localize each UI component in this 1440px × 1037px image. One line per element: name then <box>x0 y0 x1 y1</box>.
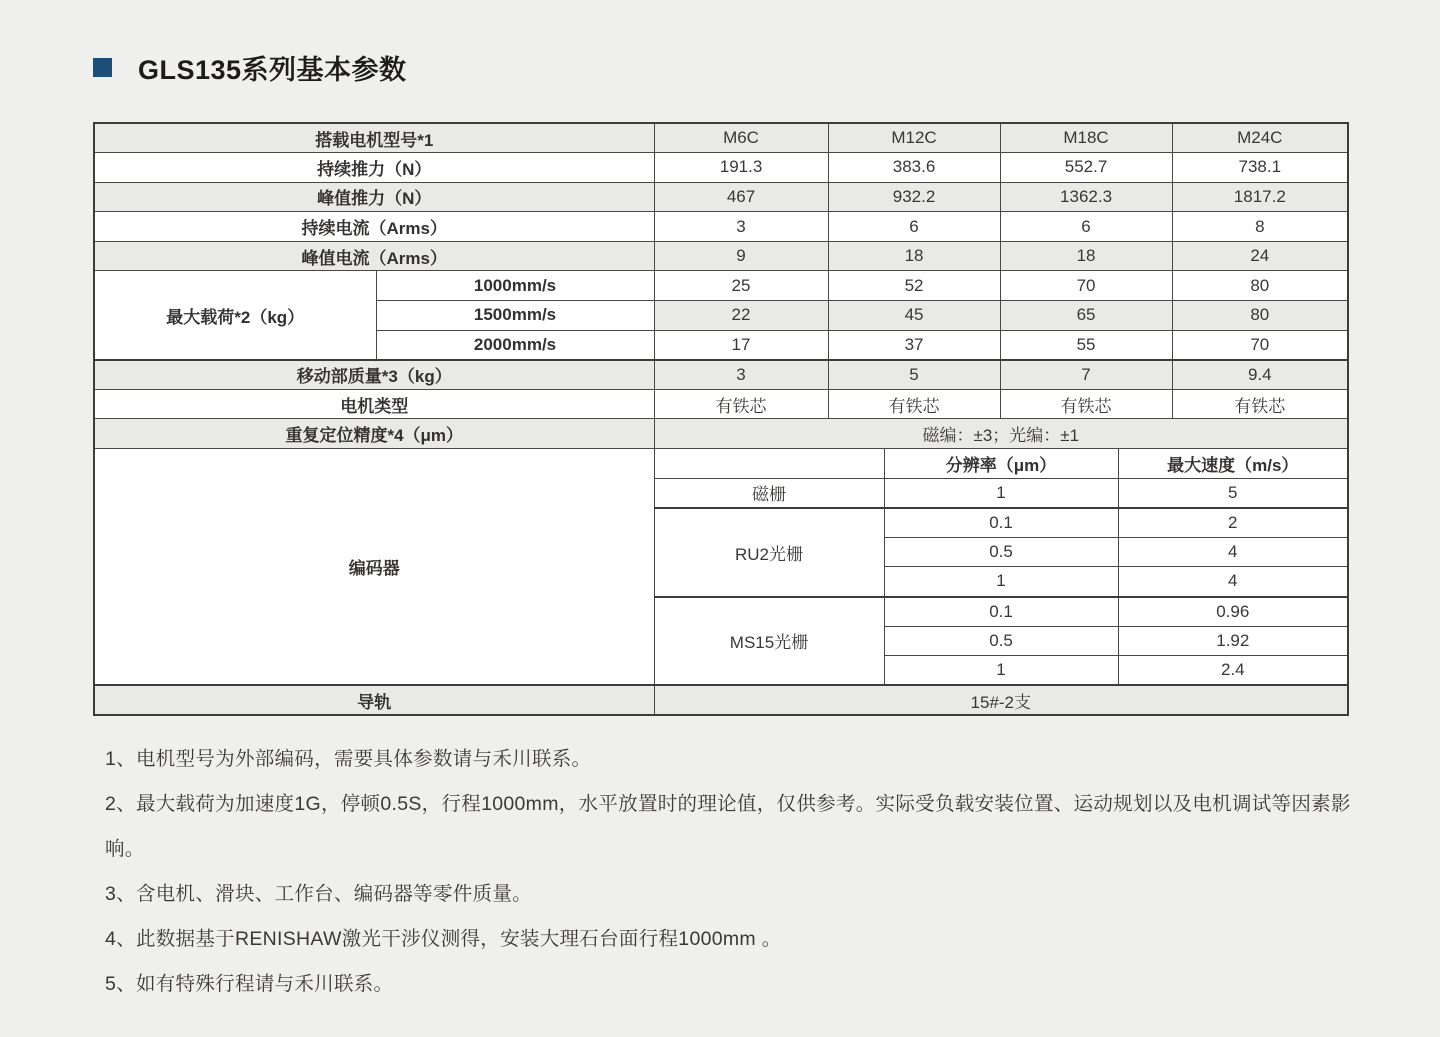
encoder-resolution-value: 0.1 <box>884 597 1118 627</box>
param-value: 9 <box>654 241 828 271</box>
table-row <box>94 360 1348 390</box>
table-row <box>94 212 1348 242</box>
footnote-2: 2、最大载荷为加速度1G，停顿0.5S，行程1000mm，水平放置时的理论值，仅供参考。实际受负载安装位置、运动规划以及电机调试等因素影响。 <box>105 793 1351 860</box>
motor-model-m18c: M18C <box>1000 123 1172 153</box>
param-label-rail: 导轨 <box>94 685 654 715</box>
param-value: 467 <box>654 182 828 212</box>
table-row <box>94 123 1348 153</box>
encoder-speed-value: 4 <box>1118 537 1348 567</box>
param-value: 25 <box>654 271 828 301</box>
param-value: 5 <box>828 360 1000 390</box>
table-row <box>94 271 1348 301</box>
param-value: 9.4 <box>1172 360 1348 390</box>
encoder-header-max-speed: 最大速度（m/s） <box>1118 449 1348 479</box>
footnote-1: 1、电机型号为外部编码，需要具体参数请与禾川联系。 <box>105 748 592 770</box>
param-label-continuous-current: 持续电流（Arms） <box>94 212 654 242</box>
param-value: 37 <box>828 330 1000 360</box>
encoder-resolution-value: 1 <box>884 567 1118 597</box>
encoder-resolution-value: 1 <box>884 478 1118 508</box>
param-label-encoder: 编码器 <box>94 449 654 686</box>
param-value: 24 <box>1172 241 1348 271</box>
param-value: 18 <box>828 241 1000 271</box>
param-value: 932.2 <box>828 182 1000 212</box>
param-label-repeatability: 重复定位精度*4（μm） <box>94 419 654 449</box>
param-value: 17 <box>654 330 828 360</box>
param-value: 6 <box>828 212 1000 242</box>
encoder-corner-cell <box>654 449 884 479</box>
encoder-speed-value: 5 <box>1118 478 1348 508</box>
param-value: 738.1 <box>1172 153 1348 183</box>
title-bullet-square <box>93 58 112 77</box>
encoder-resolution-value: 1 <box>884 656 1118 686</box>
param-value: 1817.2 <box>1172 182 1348 212</box>
param-value: 3 <box>654 360 828 390</box>
param-value: 1362.3 <box>1000 182 1172 212</box>
param-value: 有铁芯 <box>654 389 828 419</box>
spec-table <box>93 122 1349 716</box>
encoder-speed-value: 0.96 <box>1118 597 1348 627</box>
encoder-resolution-value: 0.5 <box>884 537 1118 567</box>
param-label-motor-type: 电机类型 <box>94 389 654 419</box>
speed-sublabel: 1000mm/s <box>376 271 654 301</box>
encoder-group-name: 磁栅 <box>654 478 884 508</box>
footnote-4: 4、此数据基于RENISHAW激光干涉仪测得，安装大理石台面行程1000mm 。 <box>105 928 782 950</box>
param-value: 7 <box>1000 360 1172 390</box>
encoder-speed-value: 4 <box>1118 567 1348 597</box>
param-label-continuous-force: 持续推力（N） <box>94 153 654 183</box>
param-value: 65 <box>1000 301 1172 331</box>
footnotes <box>105 737 1361 1007</box>
encoder-resolution-value: 0.5 <box>884 626 1118 656</box>
param-value: 有铁芯 <box>1172 389 1348 419</box>
rail-value: 15#-2支 <box>654 685 1348 715</box>
param-label-motor-model: 搭载电机型号*1 <box>94 123 654 153</box>
repeatability-value: 磁编：±3；光编：±1 <box>654 419 1348 449</box>
table-row <box>94 153 1348 183</box>
encoder-speed-value: 1.92 <box>1118 626 1348 656</box>
param-value: 3 <box>654 212 828 242</box>
param-value: 22 <box>654 301 828 331</box>
param-value: 191.3 <box>654 153 828 183</box>
param-value: 6 <box>1000 212 1172 242</box>
encoder-group-name: RU2光栅 <box>654 508 884 597</box>
param-value: 552.7 <box>1000 153 1172 183</box>
param-value: 52 <box>828 271 1000 301</box>
param-value: 45 <box>828 301 1000 331</box>
encoder-header-resolution: 分辨率（μm） <box>884 449 1118 479</box>
encoder-speed-value: 2 <box>1118 508 1348 538</box>
motor-model-m6c: M6C <box>654 123 828 153</box>
param-value: 70 <box>1172 330 1348 360</box>
param-label-peak-force: 峰值推力（N） <box>94 182 654 212</box>
page-title: GLS135系列基本参数 <box>138 55 407 85</box>
param-value: 有铁芯 <box>828 389 1000 419</box>
param-value: 18 <box>1000 241 1172 271</box>
encoder-resolution-value: 0.1 <box>884 508 1118 538</box>
table-row <box>94 685 1348 715</box>
table-row <box>94 389 1348 419</box>
footnote-3: 3、含电机、滑块、工作台、编码器等零件质量。 <box>105 883 532 905</box>
encoder-group-name: MS15光栅 <box>654 597 884 686</box>
param-value: 80 <box>1172 301 1348 331</box>
table-row <box>94 419 1348 449</box>
section-title <box>93 48 407 87</box>
speed-sublabel: 1500mm/s <box>376 301 654 331</box>
table-row <box>94 449 1348 479</box>
param-label-max-load: 最大载荷*2（kg） <box>94 271 376 360</box>
param-value: 70 <box>1000 271 1172 301</box>
motor-model-m24c: M24C <box>1172 123 1348 153</box>
table-row <box>94 241 1348 271</box>
param-label-moving-mass: 移动部质量*3（kg） <box>94 360 654 390</box>
table-row <box>94 182 1348 212</box>
param-label-peak-current: 峰值电流（Arms） <box>94 241 654 271</box>
param-value: 80 <box>1172 271 1348 301</box>
encoder-speed-value: 2.4 <box>1118 656 1348 686</box>
footnote-5: 5、如有特殊行程请与禾川联系。 <box>105 973 394 995</box>
param-value: 383.6 <box>828 153 1000 183</box>
param-value: 8 <box>1172 212 1348 242</box>
motor-model-m12c: M12C <box>828 123 1000 153</box>
param-value: 55 <box>1000 330 1172 360</box>
param-value: 有铁芯 <box>1000 389 1172 419</box>
speed-sublabel: 2000mm/s <box>376 330 654 360</box>
